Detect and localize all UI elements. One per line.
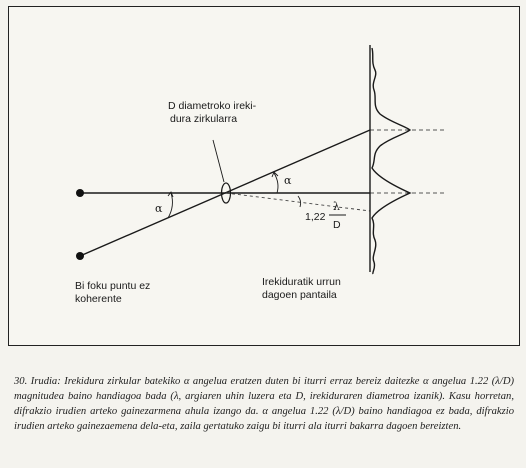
upper-source-dot bbox=[76, 189, 84, 197]
formula-coefficient: 1,22 bbox=[305, 211, 326, 223]
aperture-label-line1: D diametroko ireki- bbox=[168, 100, 257, 112]
figure-caption bbox=[14, 374, 514, 434]
dashed-minimum-line bbox=[226, 193, 370, 211]
aperture-label-line2: dura zirkularra bbox=[170, 113, 238, 125]
caption-number: 30. Irudia: bbox=[14, 376, 61, 387]
screen-label-line2: dagoen pantaila bbox=[262, 289, 337, 301]
caption-text: Irekidura zirkular batekiko α angelua eratzen duten bi iturri erraz bereiz daitezke α angelua 1.22 (λ/D) magnitudea baino handiagoa bada (λ, argiaren uhin luzera eta D, irekiduraren diametroa izanik). Kasu horretan, difrakzio irudien arteko gainezarmena ahula izango da. α angelua 1.22 (λ/D) baino handiagoa ez bada, difrakzio irudien arteko gainezaemena dela-eta, zaila gertatuko zaigu bi iturri ala iturri bakarra dagoen bereizten. bbox=[14, 376, 514, 432]
formula-numerator: λ bbox=[333, 200, 340, 213]
screen-label-line1: Irekiduratik urrun bbox=[262, 276, 341, 288]
aperture-leader-line bbox=[213, 140, 224, 182]
alpha-right-label: α bbox=[284, 174, 292, 187]
alpha-left-label: α bbox=[155, 202, 163, 215]
minimum-angle-arrow bbox=[298, 196, 301, 207]
angle-arc-left bbox=[168, 193, 172, 218]
formula-denominator: D bbox=[333, 219, 341, 231]
lower-source-dot bbox=[76, 252, 84, 260]
diffraction-intensity-curve bbox=[372, 48, 410, 274]
sources-label-line1: Bi foku puntu ez bbox=[75, 280, 151, 292]
sources-label-line2: koherente bbox=[75, 293, 122, 305]
